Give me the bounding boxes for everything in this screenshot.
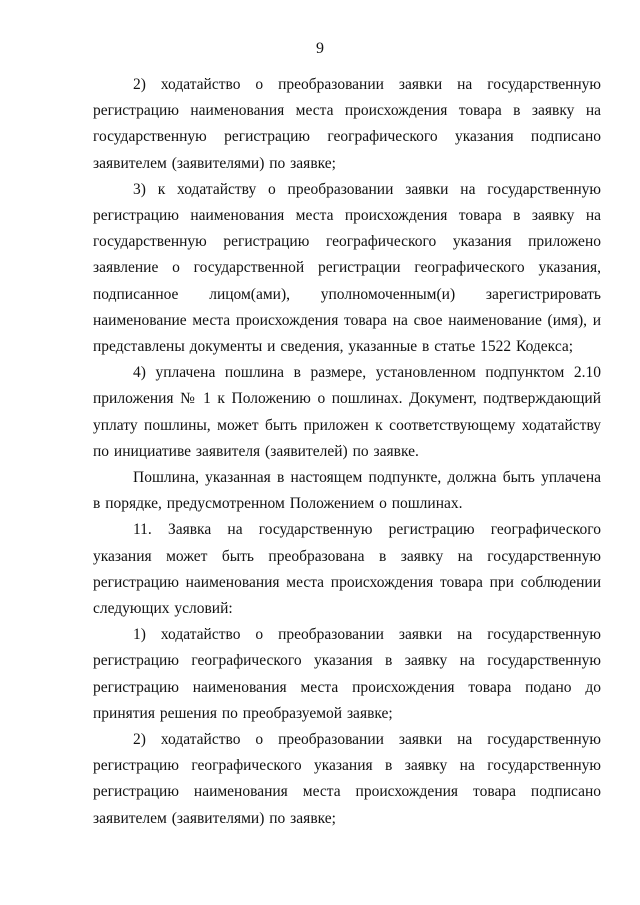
paragraph-1-petition-filed: 1) ходатайство о преобразовании заявки на государственную регистрацию географического указания в заявку на государственную регистрацию наименования места происхождения товара подано до принятия решения по преобразуемой заявке; [93, 626, 601, 722]
document-body [93, 72, 601, 832]
paragraph-fee-note: Пошлина, указанная в настоящем подпункте, должна быть уплачена в порядке, предусмотренном Положением о пошлинах. [93, 469, 601, 513]
paragraph-11-conversion-conditions: 11. Заявка на государственную регистрацию географического указания может быть преобразована в заявку на государственную регистрацию наименования места происхождения товара при соблюдении следующих условий: [93, 521, 601, 618]
paragraph-2-petition-signed: 2) ходатайство о преобразовании заявки на государственную регистрацию наименования места происхождения товара в заявку на государственную регистрацию географического указания подписано заявителем (заявителями) по заявке; [93, 76, 601, 172]
paragraph-3-application-attached: 3) к ходатайству о преобразовании заявки на государственную регистрацию наименования места происхождения товара в заявку на государственную регистрацию географического указания приложено заявление о государственной регистрации географического указания, подписанное лицом(ами), уполномоченным(и) зарегистрировать наименование места происхождения товара на свое наименование (имя), и представлены документы и сведения, указанные в статье 1522 Кодекса; [93, 180, 601, 356]
paragraph-4-fee-paid: 4) уплачена пошлина в размере, установленном подпунктом 2.10 приложения № 1 к Положению о пошлинах. Документ, подтверждающий уплату пошлины, может быть приложен к соответствующему ходатайству по инициативе заявителя (заявителей) по заявке. [93, 364, 601, 460]
paragraph-2-petition-signed-gi: 2) ходатайство о преобразовании заявки на государственную регистрацию географического указания в заявку на государственную регистрацию наименования места происхождения товара подписано заявителем (заявителями) по заявке; [93, 731, 601, 827]
page-number: 9 [316, 40, 324, 57]
